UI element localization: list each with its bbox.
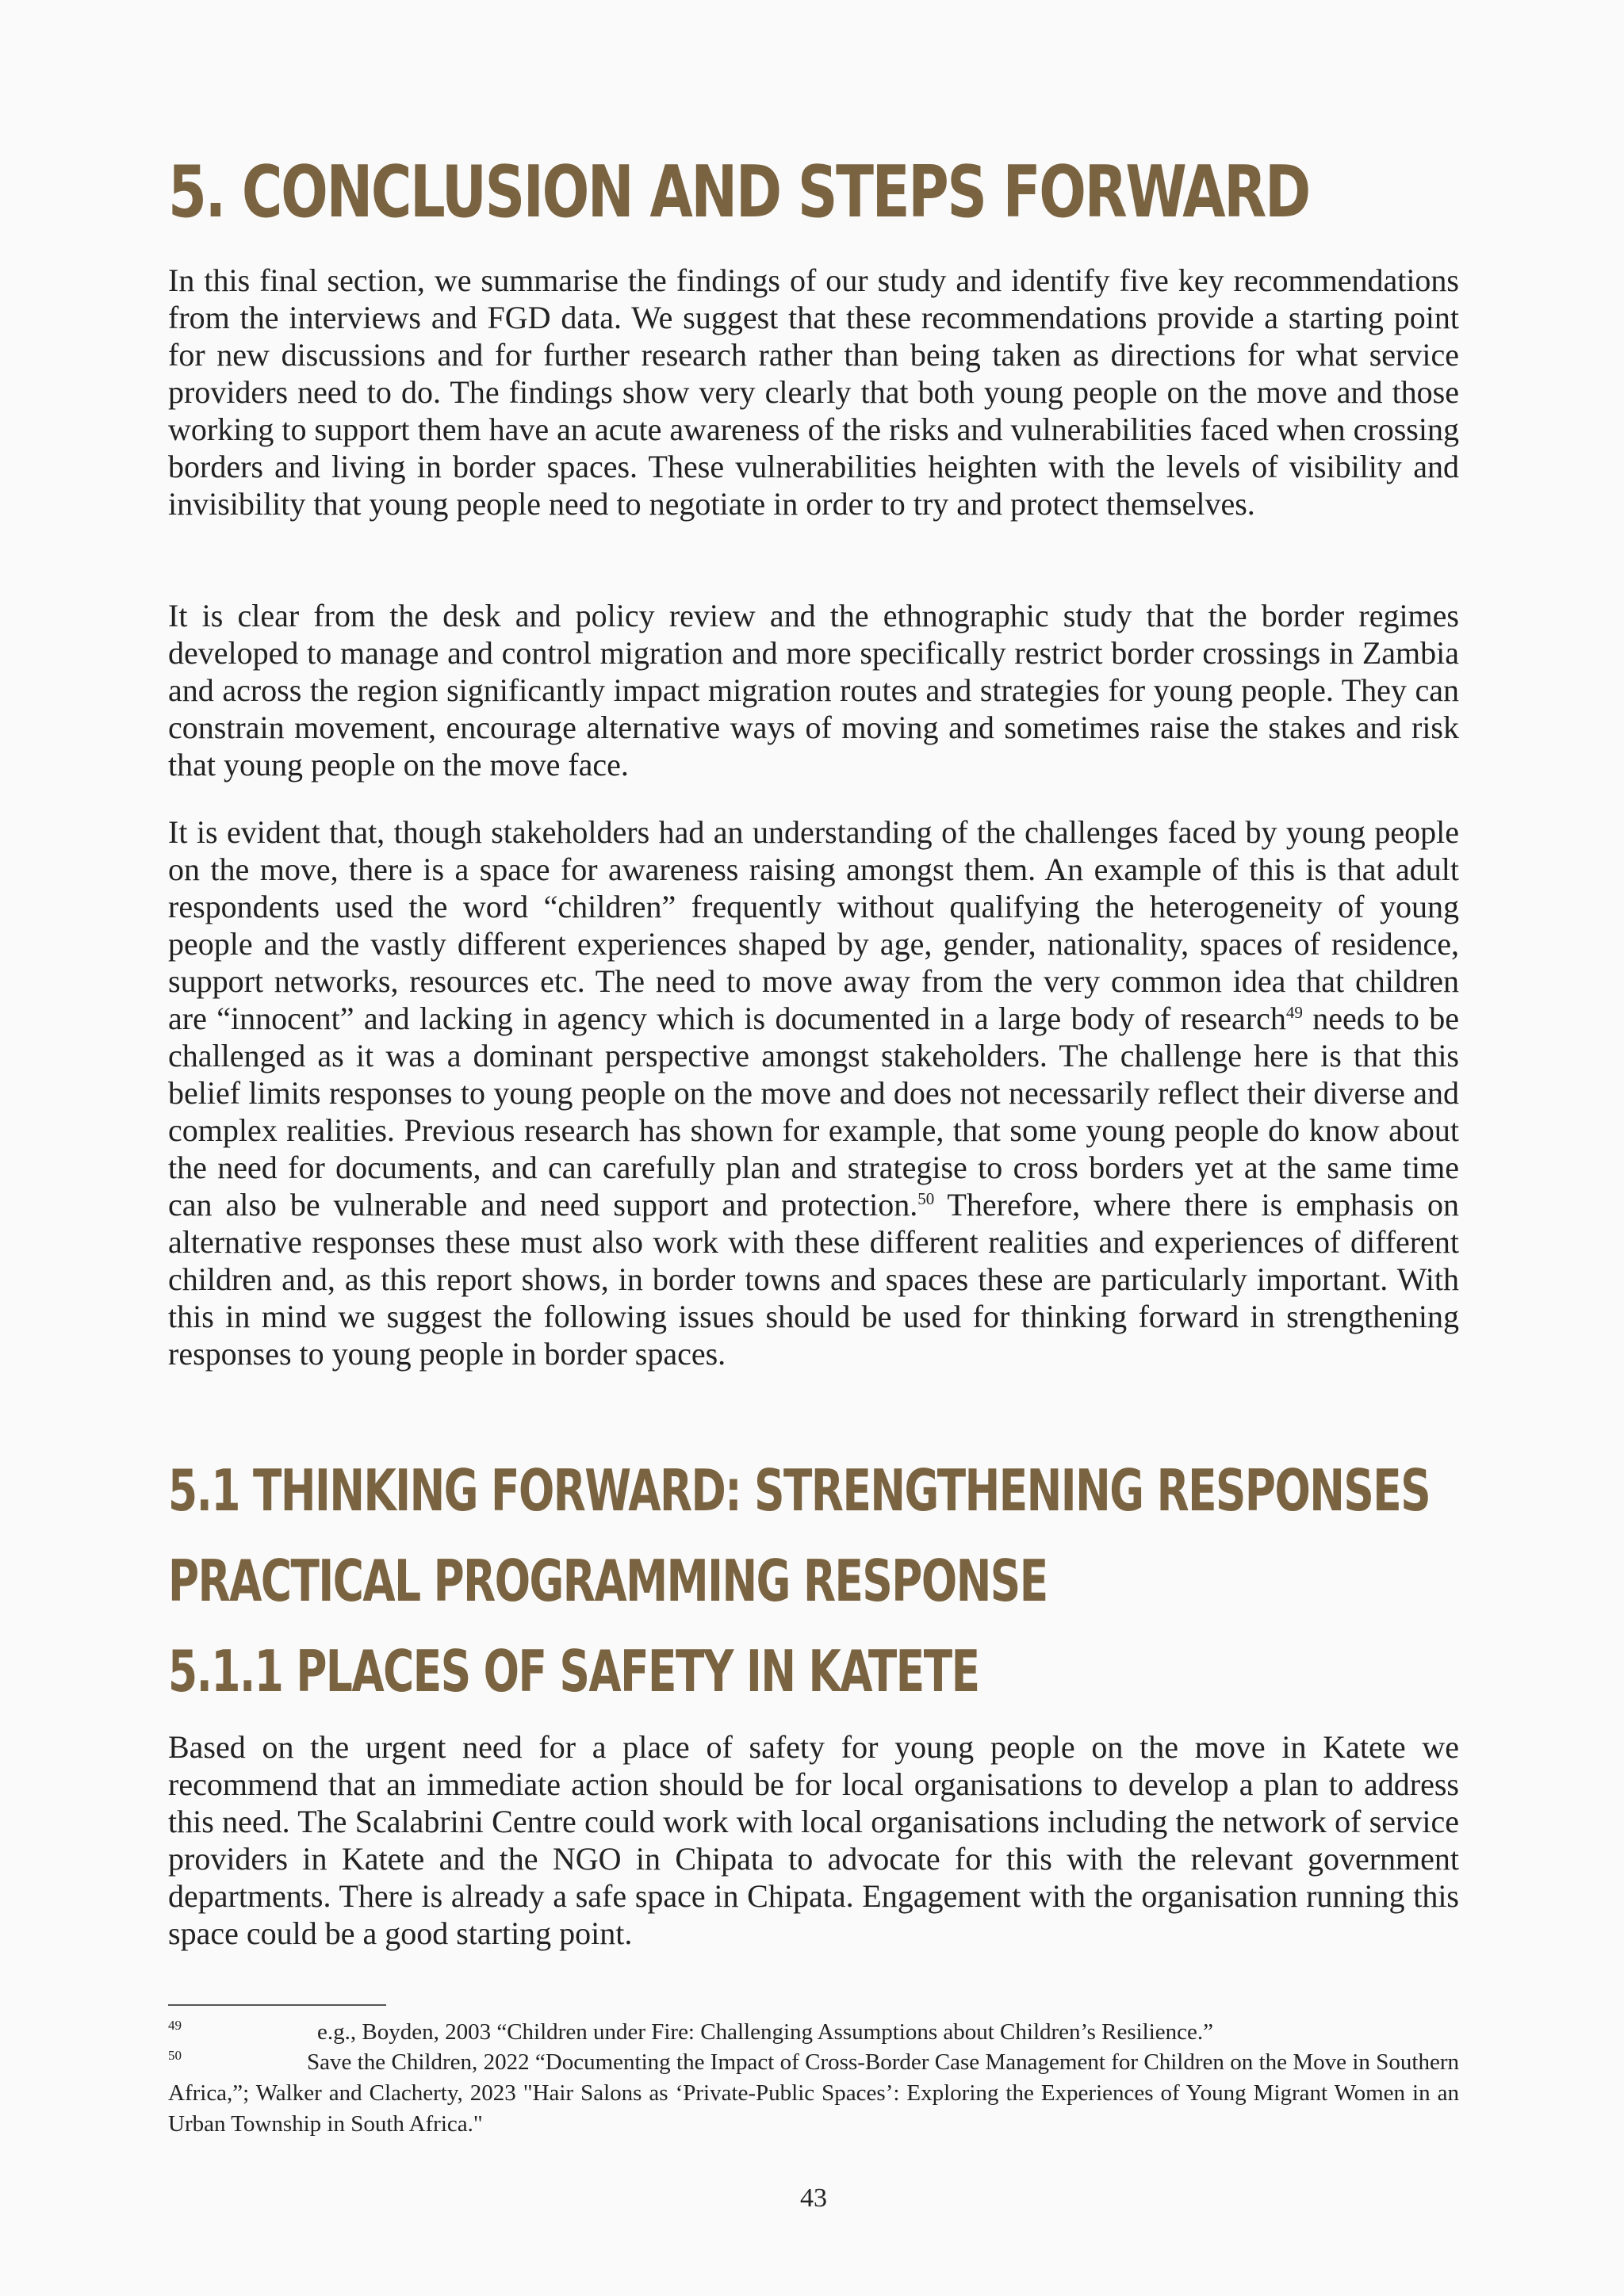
subheading-katete: 5.1.1 PLACES OF SAFETY IN KATETE	[168, 1638, 979, 1705]
section-heading: 5. CONCLUSION AND STEPS FORWARD	[168, 151, 1309, 234]
footnote-text: Save the Children, 2022 “Documenting the Impact of Cross-Border Case Management for Children on the Move in Southern Africa,”; Walker and Clacherty, 2023 "Hair Salons as ‘Private-Public Spaces’: Exploring the Experiences of Young Migrant Women in an Urban Township in South Africa."	[168, 2049, 1459, 2137]
page-number: 43	[800, 2183, 827, 2213]
paragraph-intro: In this final section, we summarise the findings of our study and identify five key recommendations from the interviews and FGD data. We suggest that these recommendations provide a starting point for new discussions and for further research rather than being taken as directions for what service providers need to do. The findings show very clearly that both young people on the move and those working to support them have an acute awareness of the risks and vulnerabilities faced when crossing borders and living in border spaces. These vulnerabilities heighten with the levels of visibility and invisibility that young people need to negotiate in order to try and protect themselves.	[168, 262, 1459, 522]
footnote-ref: 49	[1285, 1003, 1303, 1022]
footnote: 50 Save the Children, 2022 “Documenting the Impact of Cross-Border Case Management for Children on the Move in Southern Africa,”; Walker and Clacherty, 2023 "Hair Salons as ‘Private-Public Spaces’: Exploring the Experiences of Young Migrant Women in an Urban Township in South Africa."	[168, 2048, 1459, 2137]
footnote: 49 e.g., Boyden, 2003 “Children under Fire: Challenging Assumptions about Children’s Resilience.”	[168, 2018, 1214, 2045]
footnote-ref: 50	[917, 1189, 935, 1208]
footnote-divider	[168, 2004, 386, 2006]
paragraph-text: Therefore, where there is emphasis on alternative responses these must also work with these different realities and experiences of different children and, as this report shows, in border towns and spaces these are particularly important. With this in mind we suggest the following issues should be used for thinking forward in strengthening responses to young people in border spaces.	[168, 1187, 1460, 1372]
subheading-thinking-forward: 5.1 THINKING FORWARD: STRENGTHENING RESPONSES	[168, 1457, 1431, 1524]
footnote-text: e.g., Boyden, 2003 “Children under Fire: Challenging Assumptions about Children’s Resilience.”	[317, 2019, 1214, 2045]
paragraph-stakeholders	[168, 813, 1459, 1372]
subheading-programming: PRACTICAL PROGRAMMING RESPONSE	[168, 1548, 1048, 1614]
paragraph-text: needs to be challenged as it was a dominant perspective amongst stakeholders. The challenge here is that this belief limits responses to young people on the move and does not necessarily reflect their diverse and complex realities. Previous research has shown for example, that some young people do know about the need for documents, and can carefully plan and strategise to cross borders yet at the same time can also be vulnerable and need support and protection.	[168, 1001, 1459, 1223]
paragraph-text: It is evident that, though stakeholders had an understanding of the challenges faced by young people on the move, there is a space for awareness raising amongst them. An example of this is that adult respondents used the word “children” frequently without qualifying the heterogeneity of young people and the vastly different experiences shaped by age, gender, nationality, spaces of residence, support networks, resources etc. The need to move away from the very common idea that children are “innocent” and lacking in agency which is documented in a large body of research	[168, 814, 1459, 1036]
paragraph-katete: Based on the urgent need for a place of safety for young people on the move in Katete we recommend that an immediate action should be for local organisations to develop a plan to address this need. The Scalabrini Centre could work with local organisations including the network of service providers in Katete and the NGO in Chipata to advocate for this with the relevant government departments. There is already a safe space in Chipata. Engagement with the organisation running this space could be a good starting point.	[168, 1729, 1459, 1951]
paragraph-border-regimes: It is clear from the desk and policy review and the ethnographic study that the border regimes developed to manage and control migration and more specifically restrict border crossings in Zambia and across the region significantly impact migration routes and strategies for young people. They can constrain movement, encourage alternative ways of moving and sometimes raise the stakes and risk that young people on the move face.	[168, 598, 1459, 783]
